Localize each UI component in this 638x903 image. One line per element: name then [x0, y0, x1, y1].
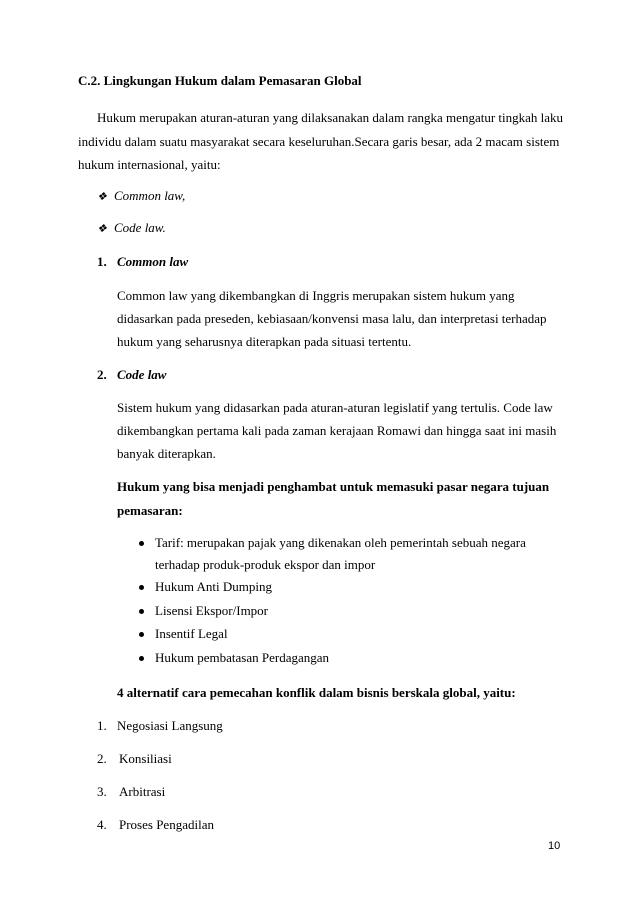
alternative-number: 3.: [97, 784, 107, 799]
system-item-code-law: ❖ Code law.: [97, 220, 166, 235]
section2-line-1: Sistem hukum yang didasarkan pada aturan-aturan legislatif yang tertulis. Code law: [117, 400, 553, 415]
section1-number: 1.: [97, 254, 107, 269]
barrier-item-pembatasan: Hukum pembatasan Perdagangan: [155, 650, 330, 665]
system-item-common-law: ❖ Common law,: [97, 188, 186, 203]
alternative-number: 1.: [97, 718, 107, 733]
intro-line-2: individu dalam suatu masyarakat secara keseluruhan.Secara garis besar, ada 2 macam sistem: [78, 134, 560, 149]
section2-number: 2.: [97, 367, 107, 382]
page-number: 10: [548, 840, 561, 852]
diamond-bullet-icon: ❖: [97, 223, 107, 235]
section2-title: Code law: [117, 367, 167, 382]
barrier-heading-line-1: Hukum yang bisa menjadi penghambat untuk memasuki pasar negara tujuan: [117, 479, 550, 494]
section1-line-1: Common law yang dikembangkan di Inggris merupakan sistem hukum yang: [117, 288, 515, 303]
barrier-heading-line-2: pemasaran:: [117, 503, 183, 518]
section1-title: Common law: [117, 254, 189, 269]
barrier-item-tarif-cont: terhadap produk-produk ekspor dan impor: [155, 557, 376, 572]
alternative-pengadilan: Proses Pengadilan: [119, 817, 214, 832]
section1-line-2: didasarkan pada preseden, kebiasaan/konvensi masa lalu, dan interpretasi terhadap: [117, 311, 547, 326]
round-bullet-icon: [139, 541, 144, 546]
round-bullet-icon: [139, 656, 144, 661]
section1-line-3: hukum yang seharusnya diterapkan pada situasi tertentu.: [117, 334, 412, 349]
alternative-negosiasi: Negosiasi Langsung: [117, 718, 223, 733]
round-bullet-icon: [139, 609, 144, 614]
intro-line-1: Hukum merupakan aturan-aturan yang dilaksanakan dalam rangka mengatur tingkah laku: [97, 110, 564, 125]
barrier-item-lisensi: Lisensi Ekspor/Impor: [155, 603, 269, 618]
alternatives-heading: 4 alternatif cara pemecahan konflik dalam bisnis berskala global, yaitu:: [117, 685, 516, 700]
section2-line-2: dikembangkan pertama kali pada zaman kerajaan Romawi dan hingga saat ini masih: [117, 423, 557, 438]
alternative-number: 2.: [97, 751, 107, 766]
alternative-arbitrasi: Arbitrasi: [119, 784, 166, 799]
round-bullet-icon: [139, 585, 144, 590]
section2-line-3: banyak diterapkan.: [117, 446, 216, 461]
barrier-item-tarif: Tarif: merupakan pajak yang dikenakan oleh pemerintah sebuah negara: [155, 535, 526, 550]
barrier-item-insentif: Insentif Legal: [155, 626, 228, 641]
barrier-item-anti-dumping: Hukum Anti Dumping: [155, 579, 273, 594]
round-bullet-icon: [139, 632, 144, 637]
alternative-konsiliasi: Konsiliasi: [119, 751, 172, 766]
alternative-number: 4.: [97, 817, 107, 832]
diamond-bullet-icon: ❖: [97, 191, 107, 203]
intro-line-3: hukum internasional, yaitu:: [78, 157, 221, 172]
section-heading: C.2. Lingkungan Hukum dalam Pemasaran Global: [78, 73, 362, 88]
